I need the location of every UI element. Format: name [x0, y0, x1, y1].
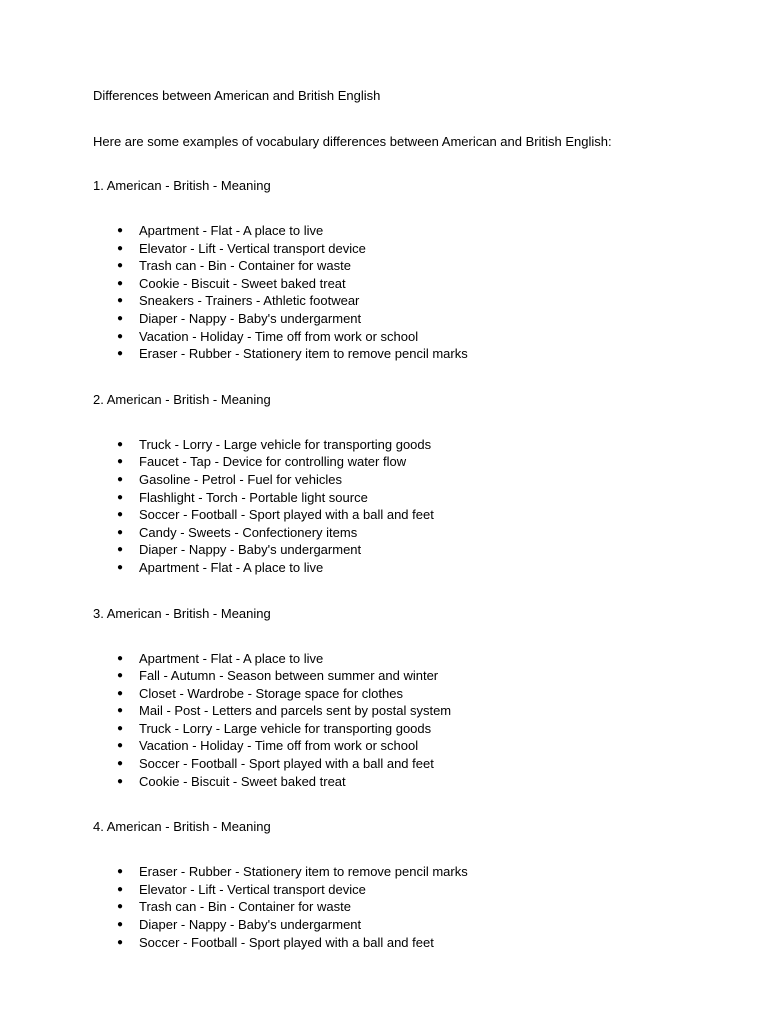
section-heading: 4. American - British - Meaning — [93, 819, 271, 835]
list-item — [93, 275, 713, 293]
vocabulary-list — [93, 222, 713, 363]
list-item-text: Soccer - Football - Sport played with a ball and feet — [139, 934, 434, 950]
bullet-icon: ● — [117, 670, 124, 682]
list-item-text: Elevator - Lift - Vertical transport device — [139, 240, 366, 256]
bullet-icon: ● — [117, 348, 124, 360]
list-item-text: Truck - Lorry - Large vehicle for transporting goods — [139, 436, 432, 452]
bullet-icon: ● — [117, 866, 124, 878]
list-item-text: Apartment - Flat - A place to live — [139, 650, 324, 666]
bullet-icon: ● — [117, 883, 124, 895]
bullet-icon: ● — [117, 277, 124, 289]
bullet-icon: ● — [117, 509, 124, 521]
bullet-icon: ● — [117, 330, 124, 342]
bullet-icon: ● — [117, 491, 124, 503]
list-item — [93, 310, 713, 328]
list-item — [93, 506, 713, 524]
list-item — [93, 881, 713, 899]
list-item-text: Flashlight - Torch - Portable light source — [139, 489, 368, 505]
list-item-text: Soccer - Football - Sport played with a ball and feet — [139, 507, 434, 523]
list-item-text: Faucet - Tap - Device for controlling water flow — [139, 454, 407, 470]
list-item-text: Mail - Post - Letters and parcels sent by postal system — [139, 703, 452, 719]
list-item — [93, 934, 713, 952]
bullet-icon: ● — [117, 225, 124, 236]
list-item-text: Closet - Wardrobe - Storage space for clothes — [139, 685, 403, 701]
bullet-icon: ● — [117, 544, 124, 556]
list-item — [93, 685, 713, 703]
intro-paragraph: Here are some examples of vocabulary differences between American and British English: — [93, 134, 612, 149]
list-item-text: Trash can - Bin - Container for waste — [139, 258, 351, 274]
list-item-text: Cookie - Biscuit - Sweet baked treat — [139, 773, 346, 789]
section-3 — [93, 605, 713, 791]
list-item — [93, 436, 713, 454]
list-item-text: Eraser - Rubber - Stationery item to remove pencil marks — [139, 346, 468, 362]
list-item — [93, 702, 713, 720]
list-item-text: Diaper - Nappy - Baby's undergarment — [139, 917, 362, 933]
list-item — [93, 240, 713, 258]
vocabulary-list — [93, 863, 713, 951]
list-item — [93, 737, 713, 755]
document-page — [93, 87, 713, 951]
list-item-text: Cookie - Biscuit - Sweet baked treat — [139, 275, 346, 291]
list-item — [93, 916, 713, 934]
list-item — [93, 559, 713, 577]
list-item — [93, 222, 713, 240]
list-item — [93, 345, 713, 363]
list-item-text: Sneakers - Trainers - Athletic footwear — [139, 293, 360, 309]
bullet-icon: ● — [117, 526, 124, 538]
bullet-icon: ● — [117, 438, 124, 450]
section-heading: 2. American - British - Meaning — [93, 391, 271, 407]
list-item — [93, 863, 713, 881]
list-item-text: Candy - Sweets - Confectionery items — [139, 524, 358, 540]
list-item-text: Apartment - Flat - A place to live — [139, 559, 324, 575]
bullet-icon: ● — [117, 740, 124, 752]
vocabulary-list — [93, 650, 713, 791]
section-heading: 1. American - British - Meaning — [93, 178, 271, 193]
list-item — [93, 541, 713, 559]
list-item — [93, 524, 713, 542]
list-item — [93, 292, 713, 310]
bullet-icon: ● — [117, 652, 124, 664]
document-title: Differences between American and British English — [93, 88, 381, 103]
bullet-icon: ● — [117, 775, 124, 787]
section-2 — [93, 391, 713, 577]
list-item-text: Elevator - Lift - Vertical transport device — [139, 881, 366, 897]
list-item-text: Vacation - Holiday - Time off from work or school — [139, 738, 419, 754]
list-item-text: Gasoline - Petrol - Fuel for vehicles — [139, 471, 343, 487]
bullet-icon: ● — [117, 901, 124, 913]
list-item-text: Truck - Lorry - Large vehicle for transporting goods — [139, 720, 432, 736]
vocabulary-list — [93, 436, 713, 577]
bullet-icon: ● — [117, 456, 124, 468]
list-item — [93, 773, 713, 791]
bullet-icon: ● — [117, 295, 124, 307]
list-item — [93, 898, 713, 916]
bullet-icon: ● — [117, 758, 124, 770]
section-1 — [93, 177, 713, 363]
list-item-text: Diaper - Nappy - Baby's undergarment — [139, 542, 362, 558]
list-item-text: Soccer - Football - Sport played with a ball and feet — [139, 756, 434, 772]
list-item-text: Fall - Autumn - Season between summer and winter — [139, 668, 439, 684]
bullet-icon: ● — [117, 260, 124, 272]
bullet-icon: ● — [117, 242, 124, 254]
bullet-icon: ● — [117, 705, 124, 717]
list-item — [93, 720, 713, 738]
section-4 — [93, 818, 713, 951]
list-item — [93, 667, 713, 685]
list-item — [93, 328, 713, 346]
bullet-icon: ● — [117, 561, 124, 573]
list-item-text: Vacation - Holiday - Time off from work or school — [139, 328, 419, 344]
list-item — [93, 471, 713, 489]
bullet-icon: ● — [117, 722, 124, 734]
list-item-text: Eraser - Rubber - Stationery item to remove pencil marks — [139, 864, 468, 880]
bullet-icon: ● — [117, 936, 124, 948]
list-item — [93, 755, 713, 773]
list-item — [93, 650, 713, 668]
list-item — [93, 257, 713, 275]
section-heading: 3. American - British - Meaning — [93, 605, 271, 621]
list-item-text: Diaper - Nappy - Baby's undergarment — [139, 310, 362, 326]
bullet-icon: ● — [117, 687, 124, 699]
bullet-icon: ● — [117, 312, 124, 324]
bullet-icon: ● — [117, 473, 124, 485]
list-item — [93, 489, 713, 507]
bullet-icon: ● — [117, 919, 124, 931]
list-item-text: Apartment - Flat - A place to live — [139, 223, 324, 238]
list-item-text: Trash can - Bin - Container for waste — [139, 899, 351, 915]
list-item — [93, 453, 713, 471]
